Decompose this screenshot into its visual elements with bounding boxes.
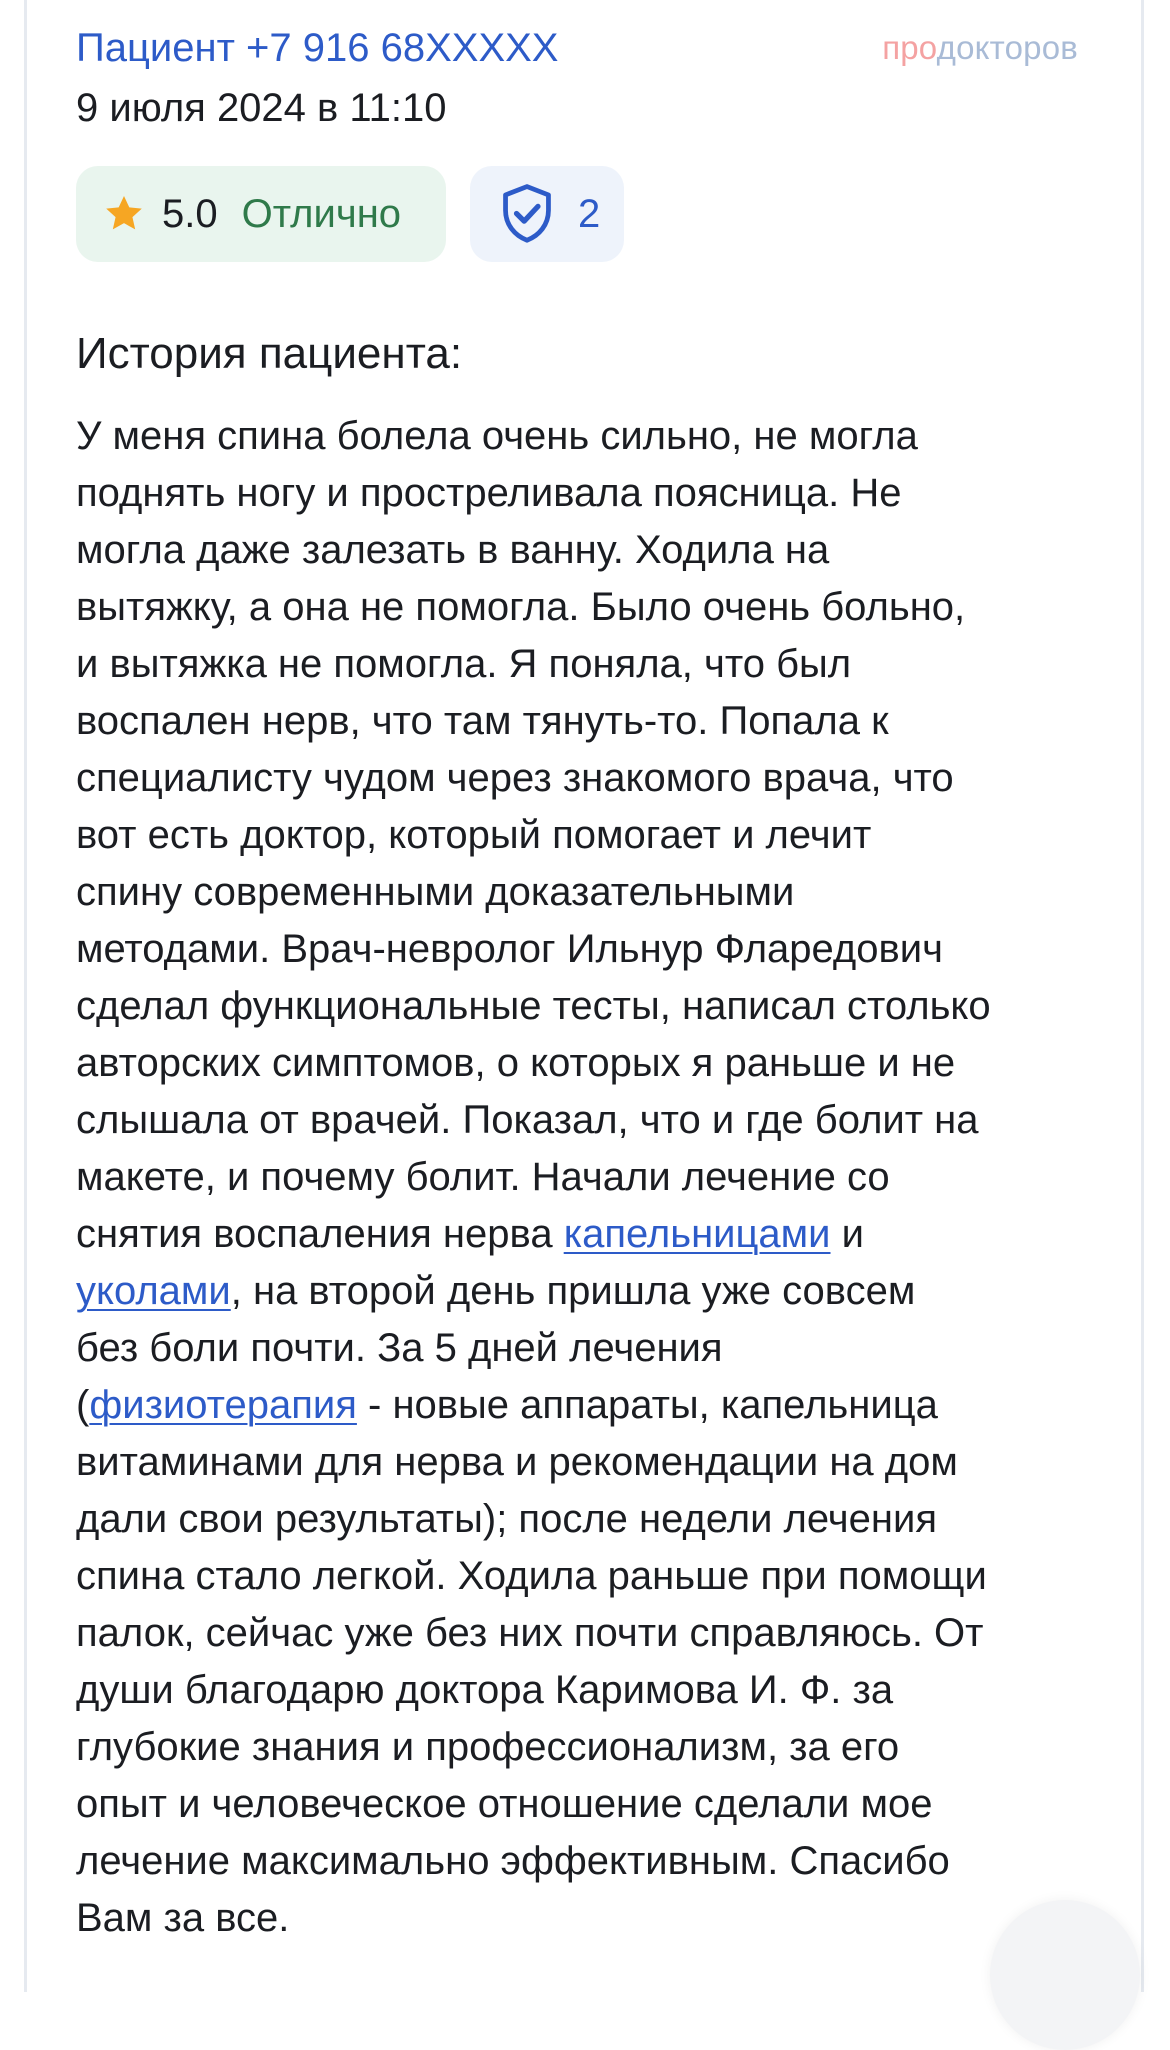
brand-part-doctors: докторов [936, 29, 1078, 66]
story-line [76, 1377, 1096, 1434]
review-badges [76, 166, 624, 262]
rating-label: Отлично [241, 191, 402, 236]
story-line: без боли почти. За 5 дней лечения [76, 1326, 723, 1370]
story-line [76, 1263, 1096, 1320]
story-title: История пациента: [76, 329, 463, 378]
verified-badge[interactable] [470, 166, 624, 262]
story-line: вытяжку, а она не помогла. Было очень больно, [76, 585, 966, 629]
story-line: опыт и человеческое отношение сделали мое [76, 1782, 933, 1826]
story-line: спина стало легкой. Ходила раньше при помощи [76, 1554, 987, 1598]
story-line: спину современными доказательными [76, 870, 795, 914]
story-line: дали свои результаты); после недели лечения [76, 1497, 937, 1541]
floating-button-edge[interactable] [990, 1900, 1140, 2050]
story-line: витаминами для нерва и рекомендации на дом [76, 1440, 958, 1484]
story-text-fragment: , на второй день пришла уже совсем [230, 1269, 916, 1313]
rating-value: 5.0 [162, 191, 218, 236]
story-text-fragment: - новые аппараты, капельница [356, 1383, 938, 1427]
review-date: 9 июля 2024 в 11:10 [76, 86, 447, 130]
story-text-fragment: снятия воспаления нерва [76, 1212, 564, 1256]
shield-check-icon [498, 183, 556, 245]
review-author-link[interactable]: Пациент +7 916 68XXXXX [76, 26, 559, 70]
brand-part-pro: про [882, 29, 937, 66]
story-line: вот есть доктор, который помогает и лечит [76, 813, 872, 857]
story-line: воспален нерв, что там тянуть-то. Попала к [76, 699, 889, 743]
story-line: поднять ногу и простреливала поясница. Не [76, 471, 902, 515]
story-text-fragment: ( [76, 1383, 90, 1427]
star-icon [102, 192, 146, 236]
story-line: Вам за все. [76, 1896, 290, 1940]
story-line: макете, и почему болит. Начали лечение со [76, 1155, 890, 1199]
story-line: сделал функциональные тесты, написал столько [76, 984, 991, 1028]
story-text-fragment: и [830, 1212, 864, 1256]
link-kapelnitsy[interactable]: капельницами [563, 1212, 831, 1256]
story-line: души благодарю доктора Каримова И. Ф. за [76, 1668, 894, 1712]
story-line: методами. Врач-невролог Ильнур Фларедович [76, 927, 943, 971]
rating-badge [76, 166, 446, 262]
story-line: палок, сейчас уже без них почти справляюсь. От [76, 1611, 984, 1655]
story-line: могла даже залезать в ванну. Ходила на [76, 528, 830, 572]
story-text [76, 408, 1096, 1947]
link-ukoly[interactable]: уколами [76, 1269, 231, 1313]
story-line: специалисту чудом через знакомого врача, что [76, 756, 954, 800]
link-fizioterapiya[interactable]: физиотерапия [89, 1383, 357, 1427]
story-line [76, 1206, 1096, 1263]
story-line: авторских симптомов, о которых я раньше и не [76, 1041, 956, 1085]
story-line: слышала от врачей. Показал, что и где болит на [76, 1098, 979, 1142]
story-line: глубокие знания и профессионализм, за его [76, 1725, 900, 1769]
story-line: У меня спина болела очень сильно, не могла [76, 414, 918, 458]
prodoctorov-logo [882, 20, 1078, 76]
story-line: лечение максимально эффективным. Спасибо [76, 1839, 950, 1883]
review-header [76, 18, 1090, 128]
verified-count: 2 [578, 191, 601, 236]
story-line: и вытяжка не помогла. Я поняла, что был [76, 642, 852, 686]
